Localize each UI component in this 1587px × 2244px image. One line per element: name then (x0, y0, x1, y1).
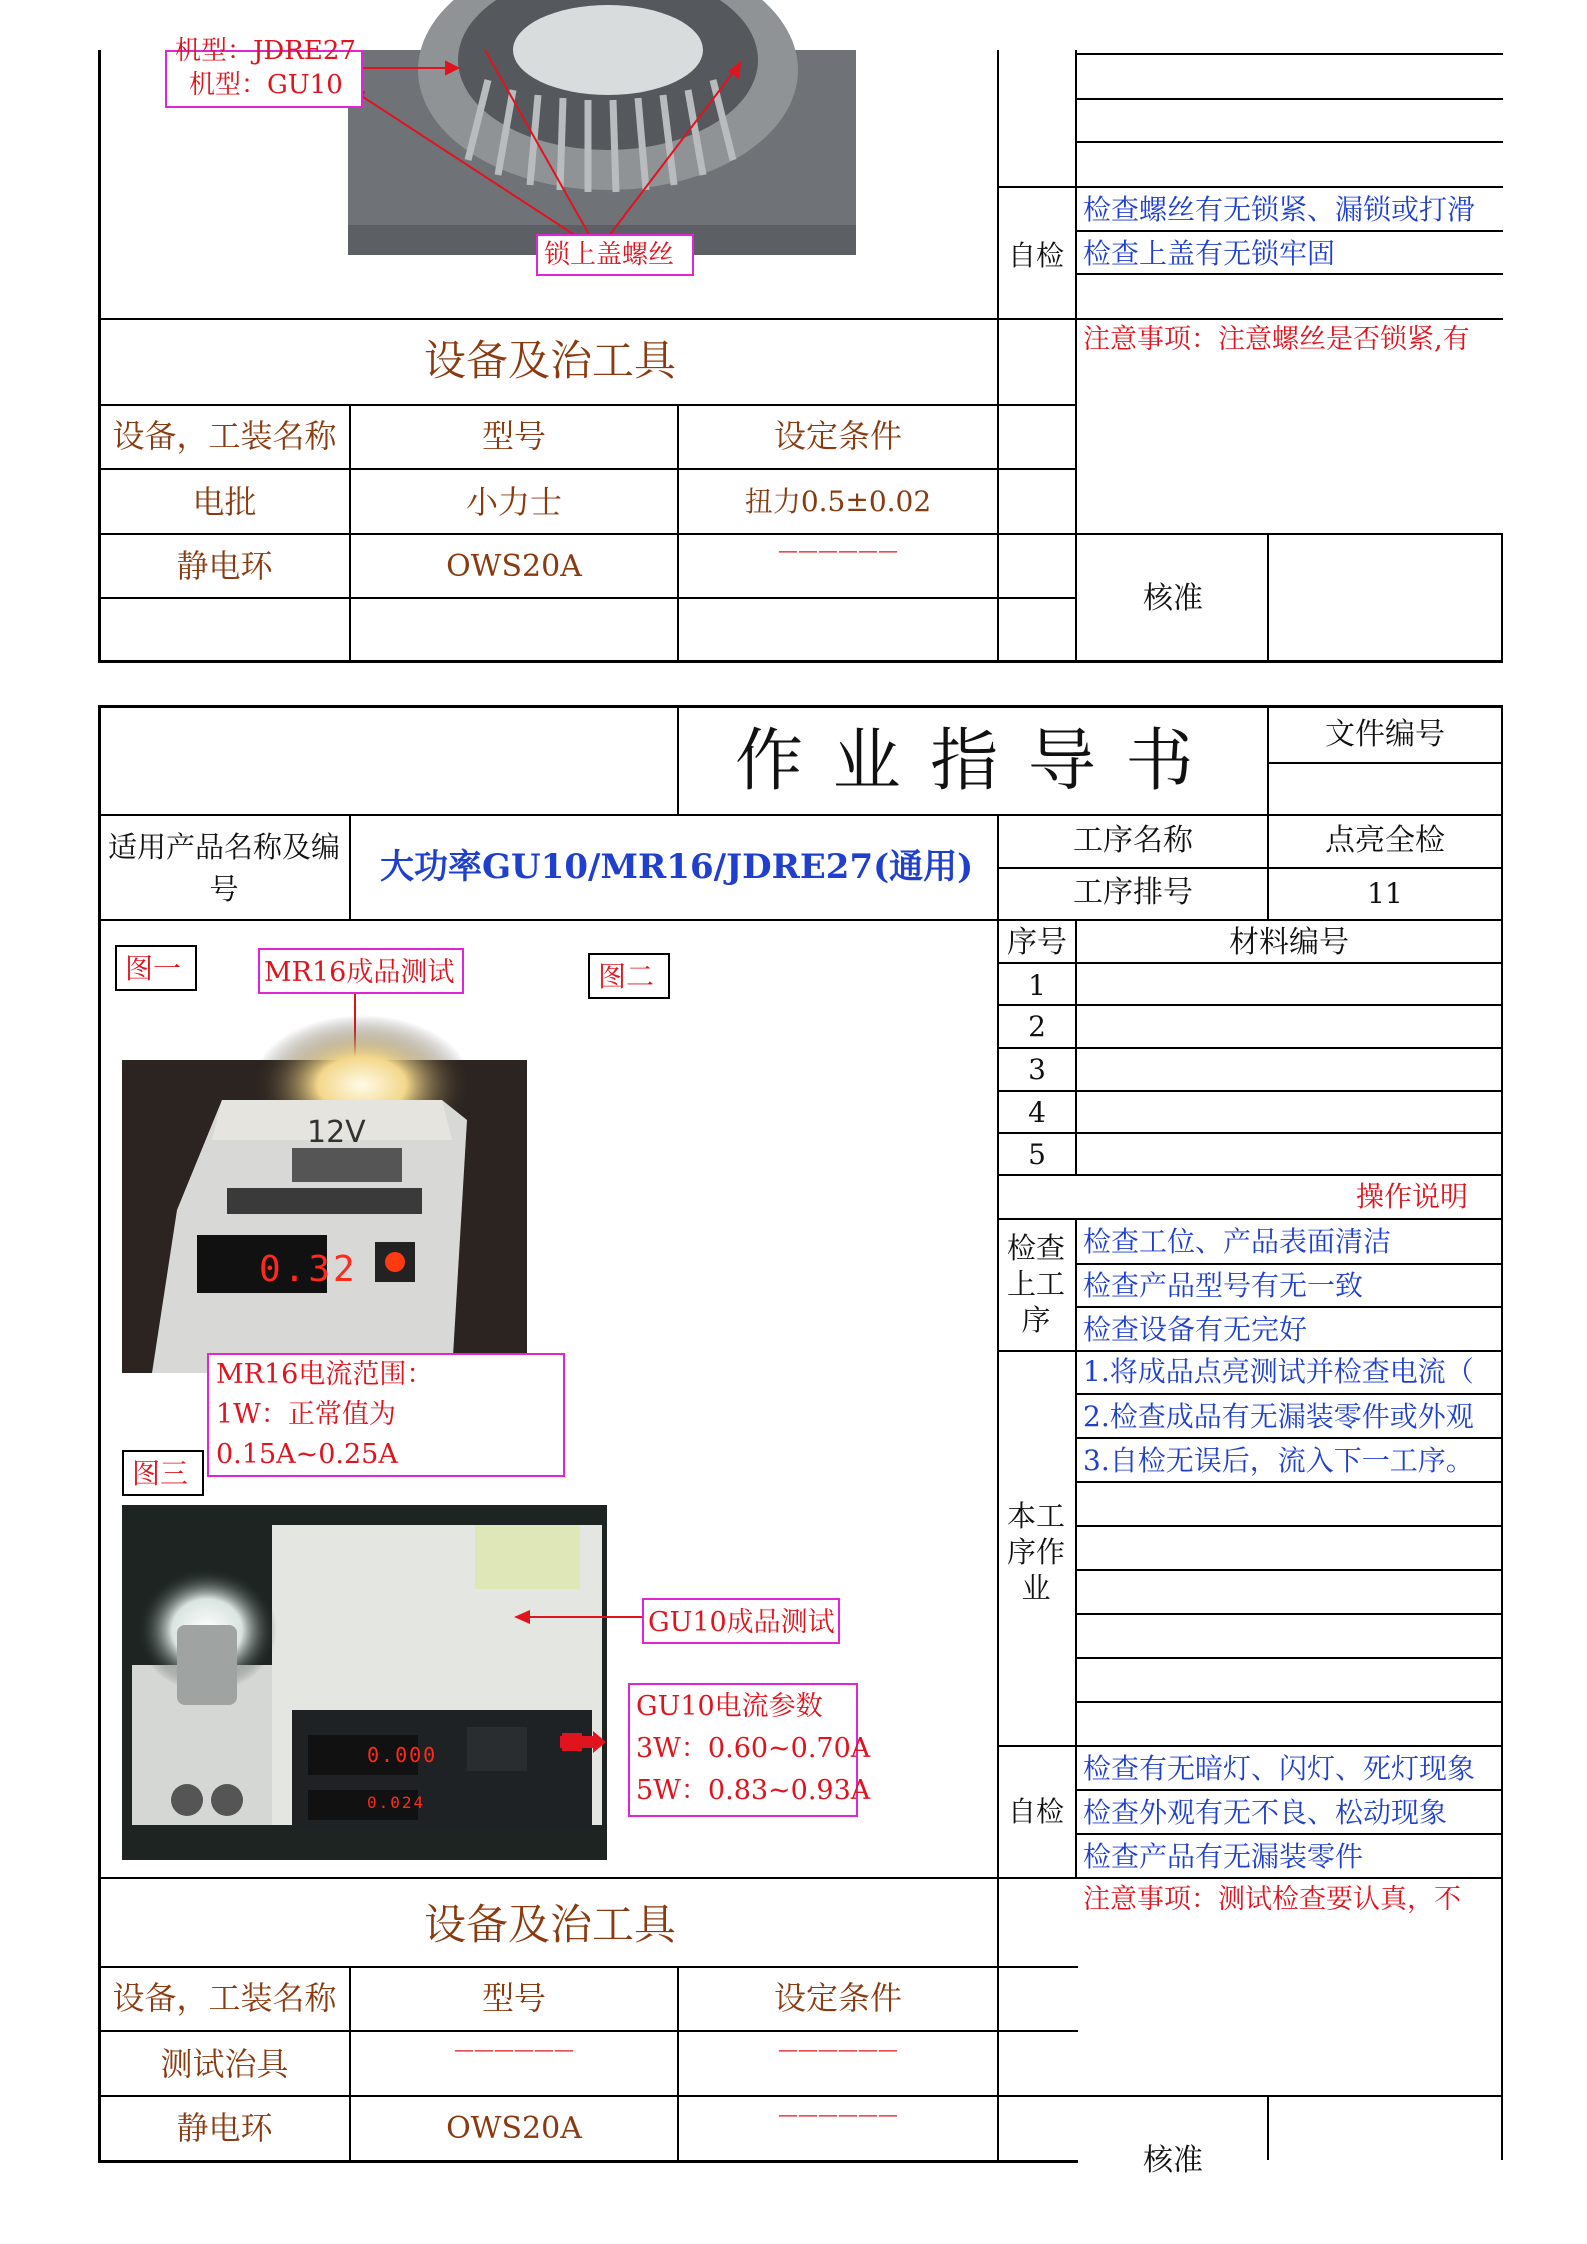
gu10-params-line-1: GU10电流参数 (636, 1691, 823, 1722)
top-equip-row1-cond: 扭力0.5±0.02 (744, 485, 932, 518)
gu10-test-text: GU10成品测试 (648, 1607, 835, 1638)
fig3-text: 图三 (132, 1457, 189, 1490)
gu10-meter-display-top: 0.000 (367, 1743, 438, 1767)
equip-row2-name: 静电环 (176, 2109, 273, 2147)
seq-3: 3 (1028, 1053, 1046, 1086)
approve-cell (1077, 2140, 1267, 2178)
top-equip-row1-model: 小力士 (465, 483, 562, 521)
equip-row2-cond: —————— (778, 2102, 898, 2126)
product-label: 适用产品名称及编号 (107, 830, 340, 906)
this-process-item-1: 1.将成品点亮测试并检查电流（ (1083, 1355, 1474, 1388)
mr16-test-photo (122, 1060, 527, 1373)
product-value: 大功率GU10/MR16/JDRE27(通用) (380, 847, 974, 887)
gu10-params-line-2: 3W：0.60~0.70A (636, 1733, 871, 1764)
lock-screw-label: 锁上盖螺丝 (544, 240, 675, 270)
approve-label: 核准 (1143, 2143, 1203, 2178)
equip-row1-name: 测试治具 (160, 2045, 289, 2083)
self-check-item-3: 检查产品有无漏装零件 (1083, 1840, 1364, 1873)
seq-4: 4 (1028, 1096, 1046, 1129)
top-equip-row2-cond: —————— (778, 538, 898, 562)
top-equip-row2-model: OWS20A (446, 549, 582, 584)
top-self-check-item-1: 检查螺丝有无锁紧、漏锁或打滑 (1083, 193, 1476, 226)
top-self-check-item-2: 检查上盖有无锁牢固 (1083, 237, 1336, 270)
process-no-label: 工序排号 (1073, 875, 1193, 910)
lock-screw-callout (536, 234, 694, 276)
fig1-label (115, 945, 197, 991)
self-check-label: 自检 (1008, 1795, 1065, 1828)
model-partial-text: 机型：JDRE27 (175, 36, 356, 66)
top-equip-row2-name: 静电环 (176, 547, 273, 585)
gu10-params-line-3: 5W：0.83~0.93A (636, 1775, 871, 1806)
seq-5: 5 (1028, 1138, 1046, 1171)
self-check-item-1: 检查有无暗灯、闪灯、死灯现象 (1083, 1752, 1476, 1785)
fig3-label (122, 1450, 204, 1496)
this-process-item-3: 3.自检无误后，流入下一工序。 (1083, 1444, 1474, 1477)
seq-1: 1 (1028, 969, 1046, 1002)
mr16-meter-display: 0.32 (259, 1249, 358, 1290)
seq-2: 2 (1028, 1010, 1046, 1043)
mr16-range-line-1: MR16电流范围： (216, 1359, 434, 1390)
top-equip-header-model: 型号 (481, 417, 546, 455)
file-no-label: 文件编号 (1325, 717, 1445, 752)
this-process-label: 本工序作业 (1006, 1499, 1065, 1605)
model-callout (165, 36, 363, 108)
gu10-params-callout (628, 1683, 871, 1817)
equip-row1-cond: —————— (778, 2037, 898, 2061)
this-process-item-2: 2.检查成品有无漏装零件或外观 (1083, 1400, 1474, 1433)
process-name-label: 工序名称 (1073, 823, 1193, 858)
mr16-range-line-2: 1W：正常值为 (216, 1399, 396, 1430)
operation-title: 操作说明 (1356, 1180, 1469, 1213)
mr16-range-callout (207, 1353, 565, 1477)
prev-check-item-3: 检查设备有无完好 (1083, 1313, 1308, 1346)
document-title: 作 业 指 导 书 (735, 722, 1198, 801)
prev-check-item-2: 检查产品型号有无一致 (1083, 1269, 1364, 1302)
notice: 注意事项：测试检查要认真，不 (1083, 1884, 1461, 1915)
top-notice: 注意事项：注意螺丝是否锁紧,有 (1083, 324, 1470, 355)
top-equip-header-cond: 设定条件 (773, 417, 902, 455)
prev-check-label: 检查上工序 (1006, 1231, 1065, 1337)
prev-check-item-1: 检查工位、产品表面清洁 (1083, 1225, 1392, 1258)
top-self-check-label: 自检 (1008, 239, 1065, 272)
fig2-text: 图二 (598, 960, 655, 993)
process-no-value: 11 (1367, 877, 1403, 910)
seq-label: 序号 (1007, 925, 1067, 960)
equip-header-model: 型号 (481, 1979, 546, 2017)
mr16-range-line-3: 0.15A~0.25A (216, 1439, 398, 1470)
equip-header-name: 设备，工装名称 (112, 1979, 337, 2017)
svg-text:12V: 12V (307, 1115, 366, 1150)
model-text: 机型：GU10 (189, 70, 343, 100)
gu10-test-callout (642, 1598, 840, 1644)
fig1-text: 图一 (125, 952, 182, 985)
mr16-test-callout (258, 948, 464, 994)
gu10-meter-display-bottom: 0.024 (367, 1793, 426, 1812)
material-label: 材料编号 (1229, 925, 1349, 960)
fig2-label (588, 953, 670, 999)
process-name-value: 点亮全检 (1325, 823, 1445, 858)
top-equip-row1-name: 电批 (192, 483, 257, 521)
equip-row1-model: —————— (454, 2037, 574, 2061)
equipment-title: 设备及治工具 (424, 1900, 677, 1949)
top-approve-label: 核准 (1143, 581, 1203, 616)
top-equipment-title: 设备及治工具 (424, 336, 677, 385)
mr16-test-text: MR16成品测试 (264, 957, 455, 988)
equip-row2-model: OWS20A (446, 2111, 582, 2146)
self-check-item-2: 检查外观有无不良、松动现象 (1083, 1796, 1448, 1829)
top-equip-header-name: 设备，工装名称 (112, 417, 337, 455)
equip-header-cond: 设定条件 (773, 1979, 902, 2017)
